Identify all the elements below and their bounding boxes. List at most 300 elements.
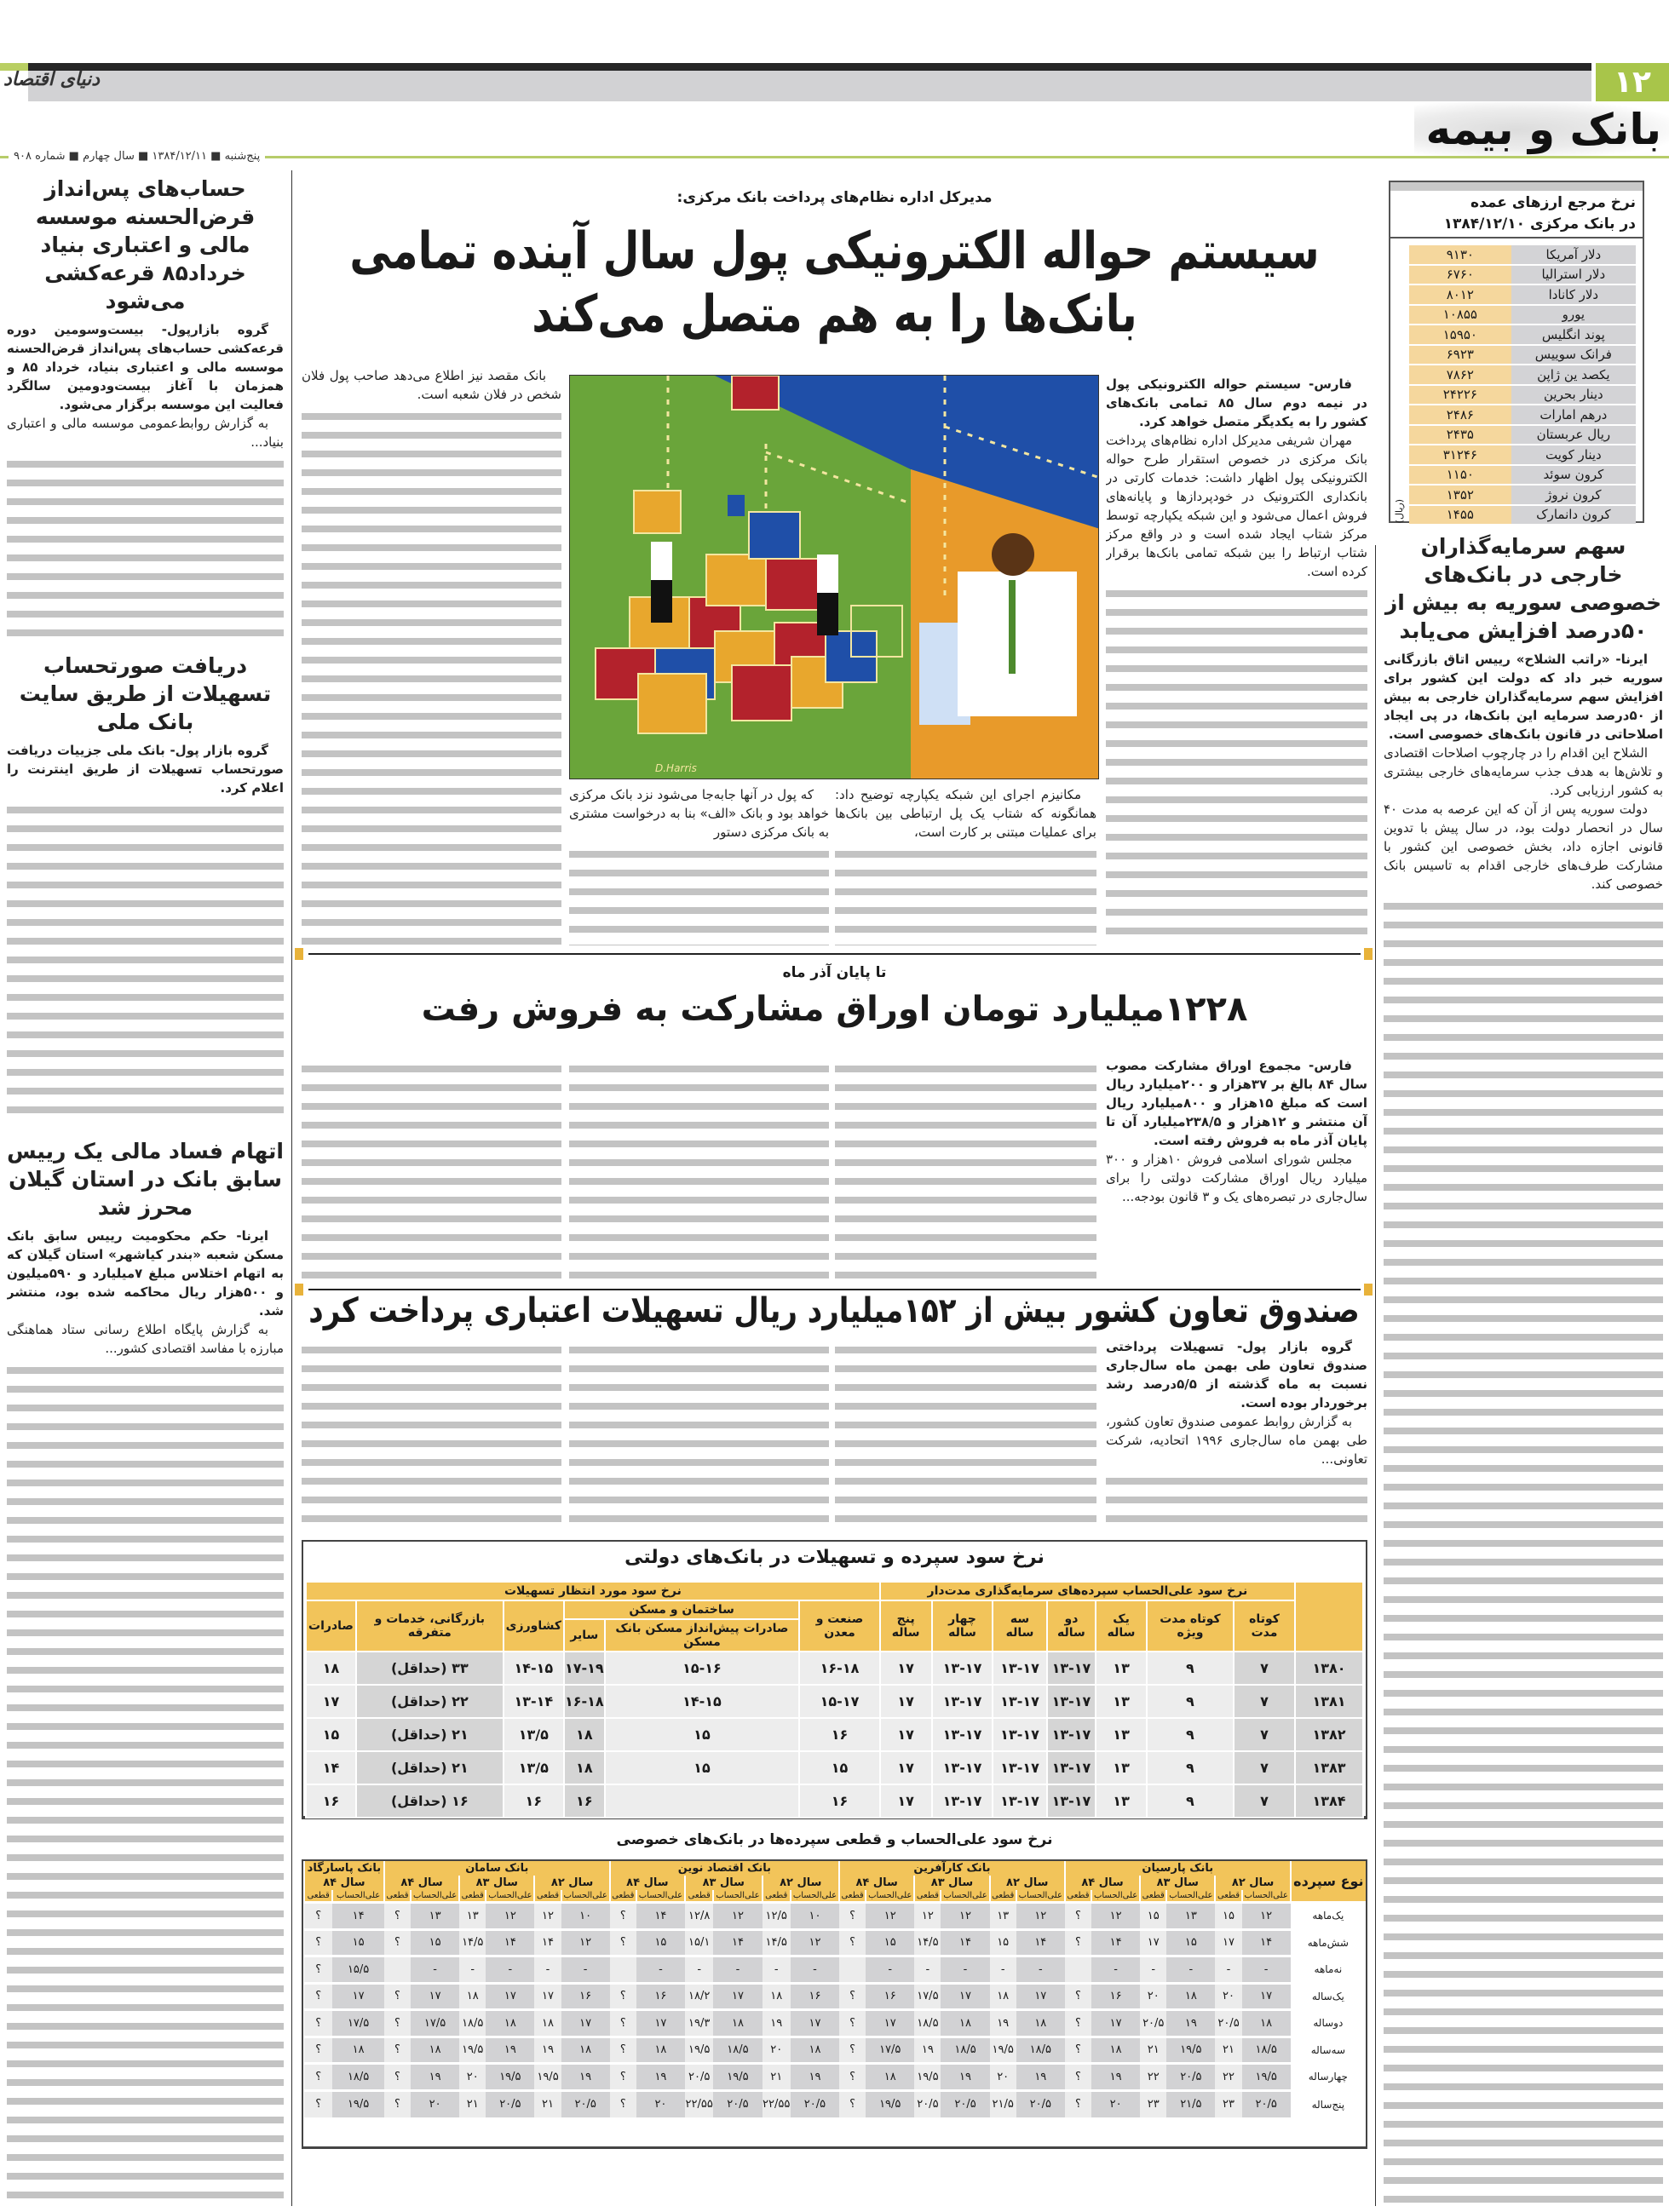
rate-kind-header: قطعی <box>839 1890 866 1903</box>
rate-cell: - <box>914 1956 941 1984</box>
article1-text-block <box>835 845 1096 945</box>
rate-cell: ۱۲ <box>914 1903 941 1930</box>
rate-cell: ۱۶ <box>791 1983 839 2010</box>
rate-cell: ۱۹ <box>1091 2064 1140 2091</box>
story-text-block <box>1384 897 1663 2206</box>
rate-cell: ؟ <box>610 1929 636 1956</box>
rate-cell: ؟ <box>839 1983 866 2010</box>
rate-kind-header: علی‌الحساب <box>561 1890 610 1903</box>
article3-column <box>569 1337 829 1531</box>
column-header: چهار ساله <box>932 1600 993 1652</box>
rate-cell: ۱۷ <box>866 2010 914 2037</box>
rate-cell: ۱۸/۵ <box>914 2010 941 2037</box>
page-number: ۱۲ <box>1596 63 1669 101</box>
rate-cell: ۱۳-۱۷ <box>1047 1652 1096 1685</box>
rate-kind-header: قطعی <box>384 1890 411 1903</box>
rate-kind-header: علی‌الحساب <box>941 1890 989 1903</box>
rate-cell: ۹ <box>1147 1751 1234 1784</box>
story-syria-banks <box>1384 532 1663 2206</box>
rate-cell: ۱۳ <box>1096 1718 1147 1751</box>
rate-cell: ؟ <box>839 2037 866 2064</box>
rate-cell: ۱۴ <box>713 1929 762 1956</box>
table-row <box>306 1685 1363 1718</box>
fx-unit: (ریال) <box>1394 499 1405 524</box>
year-header: سال ۸۲ <box>763 1876 840 1890</box>
rate-cell: ؟ <box>839 2090 866 2117</box>
year-header: سال ۸۳ <box>685 1876 763 1890</box>
rate-cell: ۱۳ <box>1096 1652 1147 1685</box>
rate-cell: ۱۸ <box>763 1983 791 2010</box>
rate-cell: ۱۰ <box>561 1903 610 1930</box>
currency-name: دینار کویت <box>1511 445 1636 464</box>
rate-cell: ۲۰/۵ <box>486 2090 534 2117</box>
currency-name: یورو <box>1511 306 1636 325</box>
rate-cell: ؟ <box>304 1956 332 1984</box>
article-divider <box>308 953 1361 955</box>
rate-cell: ۱۳-۱۷ <box>993 1751 1046 1784</box>
masthead-bar <box>28 63 1591 71</box>
rate-cell: ۱۲ <box>1242 1903 1291 1930</box>
rate-cell: ۱۶ <box>866 1983 914 2010</box>
rate-cell: ۱۸ <box>1016 2010 1065 2037</box>
story-bank-melli-statement <box>7 652 284 1124</box>
rate-cell: ۷ <box>1234 1784 1295 1818</box>
column-rule <box>291 170 292 2206</box>
article1-lead: فارس- سیستم حواله الکترونیکی پول در نیمه دوم سال ۸۵ تمامی بانک‌های کشور را به یکدیگر متصل خواهد کرد. <box>1106 376 1367 429</box>
rate-cell: ۱۸/۵ <box>1242 2037 1291 2064</box>
rate-cell: ۲۱ <box>1140 2037 1166 2064</box>
rate-cell: - <box>534 1956 561 1984</box>
rate-cell: ۱۶ <box>799 1784 880 1818</box>
rate-cell: ۱۹ <box>990 2010 1016 2037</box>
rate-cell: ۱۵/۵ <box>332 1956 384 1984</box>
column-header: بازرگانی، خدمات و متفرقه <box>356 1600 504 1652</box>
rate-cell: ۱۲ <box>866 1903 914 1930</box>
rate-cell: ۱۵ <box>1215 1903 1241 1930</box>
rate-cell: ؟ <box>1065 2090 1091 2117</box>
rate-kind-header: علی‌الحساب <box>713 1890 762 1903</box>
currency-rate: ۶۷۶۰ <box>1409 266 1511 284</box>
rate-cell: ۱۸ <box>1091 2037 1140 2064</box>
article2-lead: فارس- مجموع اوراق مشارکت مصوب سال ۸۴ بالغ بر ۳۷هزار و ۲۰۰میلیارد ریال است که مبلغ ۱۵هزار و ۸۰۰میلیارد ریال آن منتشر و ۱۲هزار و ۲۳۸/۵میلیارد آن تا پایان آذر ماه به فروش رفته است. <box>1106 1058 1367 1148</box>
rate-cell: ۲۰ <box>990 2064 1016 2091</box>
deposit-type: چهارساله <box>1291 2064 1366 2091</box>
rate-cell: ۱۳-۱۷ <box>932 1652 993 1685</box>
rate-cell: ۱۴ <box>1016 1929 1065 1956</box>
currency-rate: ۱۴۵۵ <box>1409 506 1511 525</box>
column-header: کوتاه مدت <box>1234 1600 1295 1652</box>
fx-row <box>1409 346 1636 365</box>
rate-kind-header: قطعی <box>459 1890 486 1903</box>
story-headline: سهم سرمایه‌گذاران خارجی در بانک‌های خصوصی سوریه به بیش از ۵۰درصد افزایش می‌یابد <box>1384 534 1662 643</box>
currency-rate: ۱۱۵۰ <box>1409 466 1511 485</box>
rate-cell: - <box>941 1956 989 1984</box>
rate-cell: ۲۰ <box>1140 1983 1166 2010</box>
story-headline: دریافت صورتحساب تسهیلات از طریق سایت بانک ملی <box>19 653 272 734</box>
rate-cell: ۱۷ <box>791 2010 839 2037</box>
rate-cell: ۱۵ <box>605 1718 800 1751</box>
rate-kind-header: علی‌الحساب <box>411 1890 459 1903</box>
rate-cell: ۱۸ <box>332 2037 384 2064</box>
rate-cell: - <box>1166 1956 1215 1984</box>
rate-cell: ۲۰/۵ <box>1140 2010 1166 2037</box>
rate-cell: ؟ <box>304 2064 332 2091</box>
rate-cell: ۱۳ <box>1166 1903 1215 1930</box>
rate-cell: ۱۲ <box>791 1929 839 1956</box>
rate-cell: ۱۹ <box>1016 2064 1065 2091</box>
rate-cell: ۲۰/۵ <box>685 2064 713 2091</box>
rate-kind-header: علی‌الحساب <box>636 1890 685 1903</box>
rate-cell: ؟ <box>610 2037 636 2064</box>
rate-cell: ۱۶-۱۸ <box>799 1652 880 1685</box>
private-banks-rates-box <box>302 1859 1367 2149</box>
rate-cell: ۱۶ <box>561 1983 610 2010</box>
article1-column <box>835 785 1096 945</box>
fx-row <box>1409 466 1636 485</box>
table-row <box>304 1956 1366 1984</box>
column-header: یک ساله <box>1096 1600 1147 1652</box>
story-text-block <box>7 455 284 647</box>
rate-kind-header: قطعی <box>1215 1890 1241 1903</box>
rate-cell: ۲۰/۵ <box>561 2090 610 2117</box>
rate-cell: ۱۹/۵ <box>990 2037 1016 2064</box>
currency-name: کرون دانمارک <box>1511 506 1636 525</box>
year-cell: ۱۳۸۱ <box>1295 1685 1363 1718</box>
rate-cell: ۱۳-۱۷ <box>993 1718 1046 1751</box>
rate-cell: ۱۴/۵ <box>763 1929 791 1956</box>
fx-row <box>1409 266 1636 284</box>
rate-cell: ۱۴-۱۵ <box>504 1652 564 1685</box>
rate-kind-header: علی‌الحساب <box>332 1890 384 1903</box>
rate-kind-header: قطعی <box>1065 1890 1091 1903</box>
rate-cell: ۱۷ <box>486 1983 534 2010</box>
column-header: صادرات پیش‌انداز مسکن بانک مسکن <box>605 1619 800 1652</box>
rate-cell: ۲۲/۵۵ <box>763 2090 791 2117</box>
year-header: سال ۸۴ <box>384 1876 459 1890</box>
currency-rate: ۶۹۲۳ <box>1409 346 1511 365</box>
rate-cell: ۱۹ <box>636 2064 685 2091</box>
fx-rates-box <box>1389 181 1644 523</box>
rate-cell: ۱۳-۱۷ <box>932 1718 993 1751</box>
rate-cell: ۱۵ <box>411 1929 459 1956</box>
rate-cell: ۱۸/۵ <box>459 2010 486 2037</box>
rate-cell: ۱۸ <box>866 2064 914 2091</box>
currency-rate: ۸۰۱۲ <box>1409 285 1511 304</box>
rate-cell: ۱۸ <box>713 2010 762 2037</box>
rate-cell: ؟ <box>384 2090 411 2117</box>
rate-cell: ۲۳ <box>1215 2090 1241 2117</box>
rate-cell: ۱۳-۱۴ <box>504 1685 564 1718</box>
rate-cell: ۱۲ <box>1016 1903 1065 1930</box>
year-cell: ۱۳۸۳ <box>1295 1751 1363 1784</box>
rate-cell: ۱۹/۵ <box>1166 2037 1215 2064</box>
rate-cell: ۱۷ <box>636 2010 685 2037</box>
currency-name: دلار استرالیا <box>1511 266 1636 284</box>
fx-row <box>1409 405 1636 424</box>
fx-row <box>1409 485 1636 504</box>
rate-cell <box>384 1956 411 1984</box>
bank-header: بانک سامان <box>384 1861 610 1876</box>
rate-kind-header: قطعی <box>534 1890 561 1903</box>
rate-cell: - <box>486 1956 534 1984</box>
rate-cell: ۱۸/۵ <box>713 2037 762 2064</box>
rate-cell: ۱۹/۵ <box>486 2064 534 2091</box>
rate-cell: ۱۳-۱۷ <box>932 1685 993 1718</box>
article1-column <box>569 785 829 945</box>
currency-name: کرون سوئد <box>1511 466 1636 485</box>
deposit-type: نه‌ماهه <box>1291 1956 1366 1984</box>
rate-cell: ؟ <box>304 2090 332 2117</box>
rate-cell: ۷ <box>1234 1685 1295 1718</box>
rate-cell: ۱۶ <box>799 1718 880 1751</box>
currency-name: پوند انگلیس <box>1511 325 1636 344</box>
divider-marker <box>295 948 303 960</box>
article3-text-block <box>302 1341 561 1531</box>
bank-header: بانک اقتصاد نوین <box>610 1861 839 1876</box>
currency-rate: ۲۴۸۶ <box>1409 405 1511 424</box>
rate-cell: ۱۴-۱۵ <box>605 1685 800 1718</box>
article3-paragraph: به گزارش روابط عمومی صندوق تعاون کشور، طی بهمن ماه سال‌جاری ۱۹۹۶ اتحادیه، شرکت تعاونی... <box>1106 1414 1367 1467</box>
deposit-type: یک‌ساله <box>1291 1983 1366 2010</box>
story-paragraph: به گزارش روابط‌عمومی موسسه مالی و اعتباری بنیاد... <box>7 416 284 450</box>
rate-cell: - <box>1016 1956 1065 1984</box>
rate-cell: ۱۶ (حداقل) <box>356 1784 504 1818</box>
newspaper-logo: دنیای اقتصاد <box>3 68 100 90</box>
rate-cell: ۱۹ <box>914 2037 941 2064</box>
rate-cell: ۱۹/۵ <box>459 2037 486 2064</box>
currency-name: دینار بحرین <box>1511 386 1636 405</box>
currency-rate: ۲۴۳۵ <box>1409 426 1511 445</box>
rate-cell: ؟ <box>839 2064 866 2091</box>
table-row <box>306 1784 1363 1818</box>
rate-cell: ۲۰ <box>763 2037 791 2064</box>
rate-cell: ۲۰ <box>636 2090 685 2117</box>
rate-cell: ۱۷ <box>880 1652 932 1685</box>
fx-row <box>1409 506 1636 525</box>
rate-cell: ۱۸ <box>561 2037 610 2064</box>
rate-cell: ؟ <box>384 1929 411 1956</box>
rate-cell: ۱۲ <box>941 1903 989 1930</box>
rate-cell: ۱۹ <box>941 2064 989 2091</box>
rate-cell: ۱۸ <box>459 1983 486 2010</box>
rate-cell: - <box>713 1956 762 1984</box>
rate-cell: ؟ <box>304 1903 332 1930</box>
rate-cell: ۱۳-۱۷ <box>993 1685 1046 1718</box>
currency-name: کرون نروژ <box>1511 485 1636 504</box>
rate-cell: ؟ <box>1065 2010 1091 2037</box>
rate-cell: ۲۳ <box>1140 2090 1166 2117</box>
year-header: سال ۸۴ <box>1065 1876 1140 1890</box>
deposit-type: یک‌ماهه <box>1291 1903 1366 1930</box>
private-table-title: نرخ سود علی‌الحساب و قطعی سپرده‌ها در بانک‌های خصوصی <box>616 1831 1053 1848</box>
currency-rate: ۱۳۵۲ <box>1409 485 1511 504</box>
article1-text-block <box>569 845 829 945</box>
rate-cell: ۱۸/۵ <box>332 2064 384 2091</box>
rate-cell: ۱۴ <box>941 1929 989 1956</box>
rate-cell: ۱۴ <box>636 1903 685 1930</box>
rate-cell: ۷ <box>1234 1718 1295 1751</box>
rate-cell: ۱۳/۵ <box>504 1718 564 1751</box>
rate-cell: ۱۳-۱۷ <box>993 1784 1046 1818</box>
rate-kind-header: قطعی <box>914 1890 941 1903</box>
rate-cell: ۱۳/۵ <box>504 1751 564 1784</box>
rate-cell: - <box>411 1956 459 1984</box>
rate-cell: ۲۱/۵ <box>990 2090 1016 2117</box>
rate-cell: ۲۰/۵ <box>914 2090 941 2117</box>
rate-cell: ۳۳ (حداقل) <box>356 1652 504 1685</box>
currency-name: دلار کانادا <box>1511 285 1636 304</box>
rate-cell: ۱۸ <box>941 2010 989 2037</box>
fx-row <box>1409 325 1636 344</box>
rate-cell: ۱۹ <box>411 2064 459 2091</box>
rate-cell: ۱۴ <box>332 1903 384 1930</box>
private-rates-table <box>303 1861 1366 2117</box>
article1-paragraph: مهران شریفی مدیرکل اداره نظام‌های پرداخت بانک مرکزی در خصوص استقرار طرح حواله الکترونیکی پول اظهار داشت: خدمات کارتی در بانکداری الکترونیک در خودپردازها و پایانه‌های فروش اعمال می‌شود و این شبکه یکپارچه توسط مرکز شتاب ایجاد شده است و در واقع مرکز شتاب ارتباط را بین شبکه تمامی بانک‌ها برقرار کرده است. <box>1106 433 1367 579</box>
rate-cell: ۱۸ <box>411 2037 459 2064</box>
rate-cell: ۹ <box>1147 1718 1234 1751</box>
rate-cell: ؟ <box>1065 2064 1091 2091</box>
rate-cell: ۱۹ <box>791 2064 839 2091</box>
bank-header: بانک پارسیان <box>1065 1861 1291 1876</box>
rate-cell: ؟ <box>839 1929 866 1956</box>
dateline: پنج‌شنبه ■ ۱۳۸۴/۱۲/۱۱ ■ سال چهارم ■ شماره ۹۰۸ <box>9 150 265 165</box>
rate-cell: ۱۹ <box>486 2037 534 2064</box>
rate-cell: ۱۴ <box>1242 1929 1291 1956</box>
year-header <box>1295 1582 1363 1652</box>
fx-row <box>1409 386 1636 405</box>
currency-rate: ۷۸۶۲ <box>1409 365 1511 384</box>
rate-cell: ۱۹/۵ <box>914 2064 941 2091</box>
deposit-type: پنج‌ساله <box>1291 2090 1366 2117</box>
article1-paragraph: مکانیزم اجرای این شبکه یکپارچه توضیح داد: همانگونه که شتاب یک پل ارتباطی بین بانک‌ها برای عملیات مبتنی بر کارت است، <box>835 787 1096 840</box>
rate-cell: ۱۳ <box>459 1903 486 1930</box>
rate-cell: ۱۸ <box>486 2010 534 2037</box>
rate-cell: ۱۳-۱۷ <box>993 1652 1046 1685</box>
rate-cell: ۲۰/۵ <box>791 2090 839 2117</box>
rate-cell: - <box>1091 1956 1140 1984</box>
rate-cell: ۱۷ <box>1215 1929 1241 1956</box>
currency-rate: ۹۱۳۰ <box>1409 245 1511 264</box>
column-header: پنج ساله <box>880 1600 932 1652</box>
rate-cell: ۲۱/۵ <box>1166 2090 1215 2117</box>
rate-cell: ۲۰ <box>411 2090 459 2117</box>
rate-cell: ۱۹/۵ <box>866 2090 914 2117</box>
rate-cell: ۱۹/۵ <box>1242 2064 1291 2091</box>
table-row <box>304 1929 1366 1956</box>
section-title: بانک و بیمه <box>1425 105 1661 154</box>
fx-subtitle: در بانک مرکزی ۱۳۸۴/۱۲/۱۰ <box>1443 215 1636 233</box>
rate-cell: ۲۱ <box>1215 2037 1241 2064</box>
year-header: سال ۸۴ <box>304 1876 384 1890</box>
rate-cell: ۲۰/۵ <box>1016 2090 1065 2117</box>
rate-cell: ۲۰/۵ <box>713 2090 762 2117</box>
currency-name: درهم امارات <box>1511 405 1636 424</box>
rate-cell <box>610 1956 636 1984</box>
rate-kind-header: قطعی <box>763 1890 791 1903</box>
year-cell: ۱۳۸۴ <box>1295 1784 1363 1818</box>
rate-cell: ۱۵ <box>306 1718 356 1751</box>
rate-cell: ۱۹/۵ <box>713 2064 762 2091</box>
rate-kind-header: قطعی <box>1140 1890 1166 1903</box>
article2-text-block <box>302 1060 561 1279</box>
rate-cell: ۱۷ <box>561 2010 610 2037</box>
story-headline: حساب‌های پس‌انداز قرض‌الحسنه موسسه مالی و اعتباری بنیاد خرداد۸۵ قرعه‌کشی می‌شود <box>35 176 256 313</box>
year-header: سال ۸۳ <box>914 1876 989 1890</box>
rate-cell: ۱۳-۱۷ <box>932 1751 993 1784</box>
year-cell: ۱۳۸۰ <box>1295 1652 1363 1685</box>
column-header: سه ساله <box>993 1600 1046 1652</box>
rate-cell: ؟ <box>304 2010 332 2037</box>
fx-table <box>1409 244 1636 526</box>
rate-kind-header: علی‌الحساب <box>1242 1890 1291 1903</box>
rate-cell: ۲۰/۵ <box>1242 2090 1291 2117</box>
masthead-band <box>28 71 1591 101</box>
article3-headline: صندوق تعاون کشور بیش از ۱۵۲میلیارد ریال تسهیلات اعتباری پرداخت کرد <box>308 1291 1360 1330</box>
rate-cell: ۲۰ <box>1091 2090 1140 2117</box>
rate-cell: ۱۷ <box>306 1685 356 1718</box>
rate-cell: ۱۸/۵ <box>941 2037 989 2064</box>
rate-cell: ۱۲ <box>713 1903 762 1930</box>
rate-cell: ۲۲ <box>1140 2064 1166 2091</box>
rate-cell: ۱۴ <box>1091 1929 1140 1956</box>
rate-kind-header: علی‌الحساب <box>486 1890 534 1903</box>
loan-group-header: نرخ سود مورد انتظار تسهیلات <box>306 1582 880 1600</box>
rate-cell: ؟ <box>610 2090 636 2117</box>
currency-rate: ۱۰۸۵۵ <box>1409 306 1511 325</box>
rate-cell: - <box>561 1956 610 1984</box>
article1-text-block <box>1106 584 1367 945</box>
rate-cell: ۱۷ <box>880 1718 932 1751</box>
rate-cell: ۱۷ <box>713 1983 762 2010</box>
table-row <box>304 2037 1366 2064</box>
rate-cell: ؟ <box>610 2010 636 2037</box>
story-lead: گروه بازارپول- بیست‌وسومین دوره قرعه‌کشی حساب‌های پس‌انداز قرض‌الحسنه موسسه مالی و اعتباری بنیاد، خرداد ۸۵ و همزمان با آغاز بیست‌ودومین سالگرد فعالیت این موسسه برگزار می‌شود. <box>7 322 284 412</box>
currency-name: دلار آمریکا <box>1511 245 1636 264</box>
article-divider <box>308 1289 1361 1290</box>
rate-cell: ۱۵ <box>1140 1903 1166 1930</box>
rate-cell: ۱۸ <box>564 1751 605 1784</box>
story-lead: ایرنا- «راتب الشلاح» رییس اتاق بازرگانی سوریه خبر داد که دولت این کشور برای افزایش سهم سرمایه‌گذاران خارجی به بیش از ۵۰درصد سرمایه این بانک‌ها، در پی ایجاد اصلاحاتی در قانون بانک‌های خصوصی است. <box>1384 652 1663 742</box>
article2-column <box>835 1056 1096 1279</box>
bank-header: بانک کارآفرین <box>839 1861 1065 1876</box>
column-header: کشاورزی <box>504 1600 564 1652</box>
state-banks-rates-box <box>302 1540 1367 1819</box>
rate-cell <box>839 1956 866 1984</box>
rate-cell: ۱۷ <box>880 1685 932 1718</box>
article2-headline: ۱۲۲۸میلیارد تومان اوراق مشارکت به فروش رفت <box>421 990 1248 1029</box>
rate-cell: ۱۳ <box>1096 1784 1147 1818</box>
rate-cell: ۹ <box>1147 1784 1234 1818</box>
rate-cell: ۱۸ <box>534 2010 561 2037</box>
rate-cell: ۱۷-۱۹ <box>564 1652 605 1685</box>
year-header: سال ۸۴ <box>610 1876 685 1890</box>
rate-cell: ؟ <box>304 1929 332 1956</box>
article1-paragraph: بانک مقصد نیز اطلاع می‌دهد صاحب پول فلان شخص در فلان شعبه است. <box>302 368 561 402</box>
column-rule <box>1375 545 1376 2206</box>
article1-paragraph: که پول در آنها جابه‌جا می‌شود نزد بانک مرکزی خواهد بود و بانک «الف» بنا به درخواست مشتری به بانک مرکزی دستور <box>569 787 829 840</box>
rate-cell: - <box>791 1956 839 1984</box>
rate-cell: ۱۲ <box>561 1929 610 1956</box>
rate-cell: ۱۹/۵ <box>685 2037 713 2064</box>
table-row <box>304 1983 1366 2010</box>
year-cell: ۱۳۸۲ <box>1295 1718 1363 1751</box>
rate-cell <box>605 1784 800 1818</box>
fx-row <box>1409 445 1636 464</box>
rate-cell: ؟ <box>304 2037 332 2064</box>
rate-cell: ۲۱ (حداقل) <box>356 1718 504 1751</box>
rate-cell: ۱۵ <box>1166 1929 1215 1956</box>
rate-cell: ۲۱ (حداقل) <box>356 1751 504 1784</box>
